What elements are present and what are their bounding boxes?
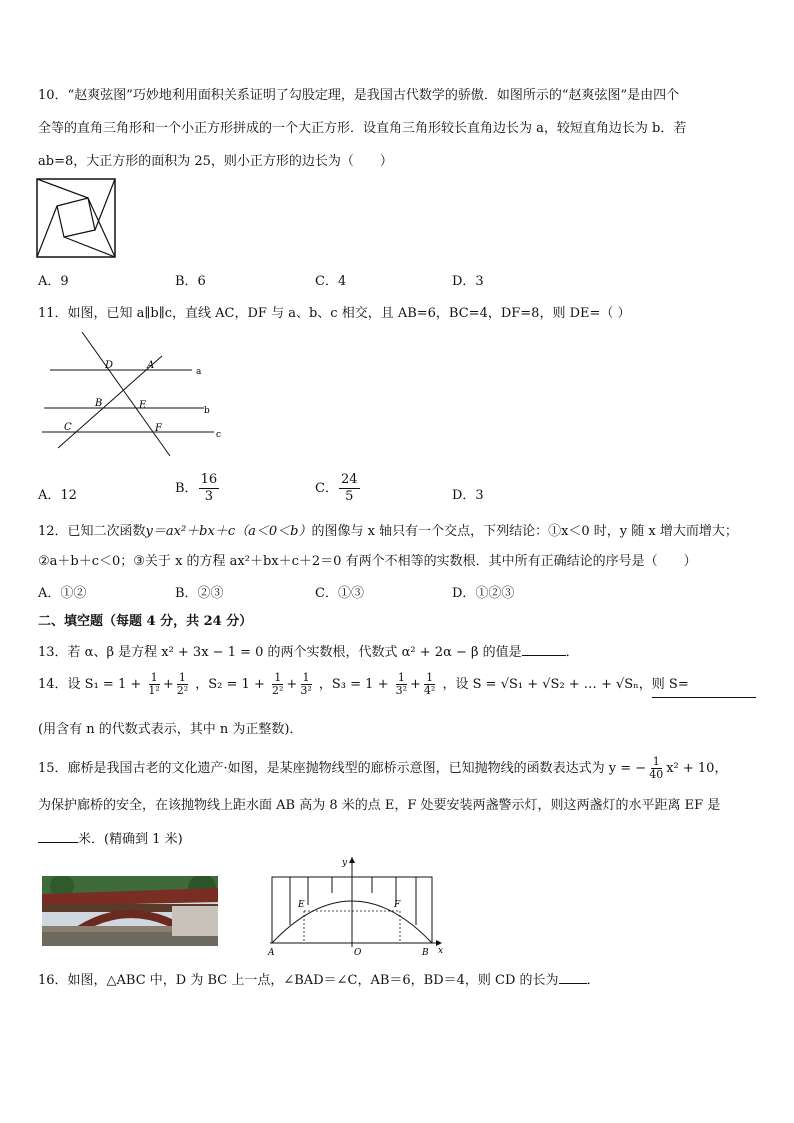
q15-frac-den: 40 [649,768,664,781]
label-E: E [139,400,147,411]
q12-option-b: B．②③ [175,586,224,601]
label-B-point: B [422,948,429,958]
label-y-axis: y [342,858,348,868]
q13-line [38,641,579,660]
label-E-point: E [298,900,305,910]
label-F-point: F [394,900,401,910]
q14-s1-f1-den: 1² [148,684,160,697]
q11-line1: 11．如图，已知 a∥b∥c，直线 AC，DF 与 a、b、c 相交，且 AB=6，BC=4，DF=8，则 DE=（ ） [38,306,631,321]
q14-s3-f1-num: 1 [397,671,405,684]
q15-line1-a: 15．廊桥是我国古老的文化遗产·如图，是某座抛物线型的廊桥示意图，已知抛物线的函数表达式为 y = − [38,761,647,776]
q14-s1-frac1 [146,672,161,697]
q10-line3: ab=8，大正方形的面积为 25，则小正方形的边长为（ ） [38,154,393,169]
q10-line1: 10．“赵爽弦图”巧妙地利用面积关系证明了勾股定理，是我国古代数学的骄傲．如图所示的“赵爽弦图”是由四个 [38,88,680,103]
label-A: A [147,360,155,371]
q12-option-a: A．①② [38,586,87,601]
q11-option-c-fraction [339,472,360,505]
q11-option-d: D．3 [452,488,484,503]
q11-option-c-den: 5 [345,489,354,504]
label-B: B [95,398,103,409]
label-A-point: A [268,948,275,958]
q11-option-b-den: 3 [204,489,213,504]
q12-option-d: D．①②③ [452,586,515,601]
q15-fraction [647,756,665,781]
q14-line1: 14．设 S₁ = 1 + $\frac{1}{\text{1²}}$ + $\frac{1}{\text{2²}}$ ，S₂ = 1 + $\frac{1}{\text{2²}}$ + $\frac{1}{\text{3²}}$ ，S₃ = 1 + $\frac{1}{\text{3²}}$ + $\frac{1}{\text{4²}}$ ，设 S = √S₁ + √S₂ + … + √Sₙ，则 S= [38,671,689,697]
q14-s2-f1-den: 2² [272,684,284,697]
q11-option-c-prefix: C． [315,481,338,496]
q14-s1-f2-den: 2² [176,684,189,697]
q14-s2-f2-num: 1 [302,671,310,684]
q14-s2-f1-num: 1 [274,671,282,684]
q11-option-b-prefix: B． [175,481,198,496]
q11-option-c-num: 24 [340,472,358,487]
q12-line1-b: y＝ax²＋bx＋c（a＜0＜b） [145,524,312,539]
q13-end: ． [565,645,579,660]
q14-s1-f1-num: 1 [150,671,158,684]
q11-option-b-fraction [199,472,220,505]
zhao-shuang-chord-figure [36,178,116,258]
q10-option-d: D．3 [452,274,484,289]
q16-text: 16．如图，△ABC 中，D 为 BC 上一点，∠BAD＝∠C，AB＝6，BD＝4，则 CD 的长为 [38,973,559,988]
label-x-axis: x [438,946,444,956]
q16-line [38,969,600,988]
q14-line2: (用含有 n 的代数式表示，其中 n 为正整数)． [38,722,303,737]
q14-s1-f2-num: 1 [178,671,186,684]
q15-line3-text: 米．(精确到 1 米) [78,832,183,847]
q12-line1 [38,520,738,539]
q10-line2: 全等的直角三角形和一个小正方形拼成的一个大正方形．设直角三角形较长直角边长为 a，较短直角边长为 b．若 [38,121,687,136]
label-line-c: c [216,430,222,440]
q14-s2: ，S₂ = 1 + [195,677,265,692]
q11-option-a: A．12 [38,488,77,503]
q13-answer-blank[interactable] [522,655,566,656]
q14-s3-f2-den: 4² [423,684,436,697]
q16-answer-blank[interactable] [559,983,587,984]
q12-option-c: C．①③ [315,586,364,601]
label-C: C [64,422,72,433]
q15-answer-blank[interactable] [38,842,78,843]
q11-option-b-num: 16 [200,472,218,487]
q10-option-a: A．9 [38,274,69,289]
q14-s2-f2-den: 3² [300,684,312,697]
parabola-bridge-figure [260,855,450,959]
section-heading: 二、填空题（每题 4 分，共 24 分） [38,614,253,629]
q11-option-c [315,472,361,505]
q10-option-b: B．6 [175,274,206,289]
bridge-photo [42,876,218,946]
label-F: F [155,423,162,434]
q15-frac-num: 1 [652,755,660,768]
q14-s2-frac1 [270,672,285,697]
label-D: D [105,360,114,371]
label-line-b: b [204,406,210,416]
q15-line1 [38,756,727,782]
q14-s3-f1-den: 3² [395,684,408,697]
q13-text: 13．若 α、β 是方程 x² + 3x − 1 = 0 的两个实数根，代数式 α² + 2α − β 的值是 [38,645,522,660]
q14-prefix: 14．设 S₁ = 1 + [38,677,142,692]
q12-line1-c: 的图像与 x 轴只有一个交点，下列结论：①x＜0 时，y 随 x 增大而增大； [311,524,738,539]
q12-line2: ②a＋b＋c＜0；③关于 x 的方程 ax²＋bx＋c＋2＝0 有两个不相等的实数根．其中所有正确结论的序号是（ ） [38,554,697,569]
parallel-lines-figure [36,330,226,460]
q14-s3-frac1 [394,672,409,697]
q16-end: ． [586,973,600,988]
label-line-a: a [196,367,202,377]
label-origin: O [354,948,362,958]
q11-option-b [175,472,220,505]
q14-s3-frac2 [422,672,437,697]
q14-sum: ，设 S = √S₁ + √S₂ + … + √Sₙ，则 S= [442,677,689,692]
q10-option-c: C．4 [315,274,347,289]
q14-answer-blank[interactable] [652,697,756,698]
q14-s1-frac2 [175,672,190,697]
q14-s3-f2-num: 1 [426,671,434,684]
q15-line2: 为保护廊桥的安全，在该抛物线上距水面 AB 高为 8 米的点 E，F 处要安装两盏警示灯，则这两盏灯的水平距离 EF 是 [38,798,721,813]
q14-s3: ，S₃ = 1 + [318,677,389,692]
q15-line3 [38,828,183,847]
q15-line1-b: x² + 10， [666,761,728,776]
q12-line1-a: 12．已知二次函数 [38,524,146,539]
q14-s2-frac2 [298,672,313,697]
